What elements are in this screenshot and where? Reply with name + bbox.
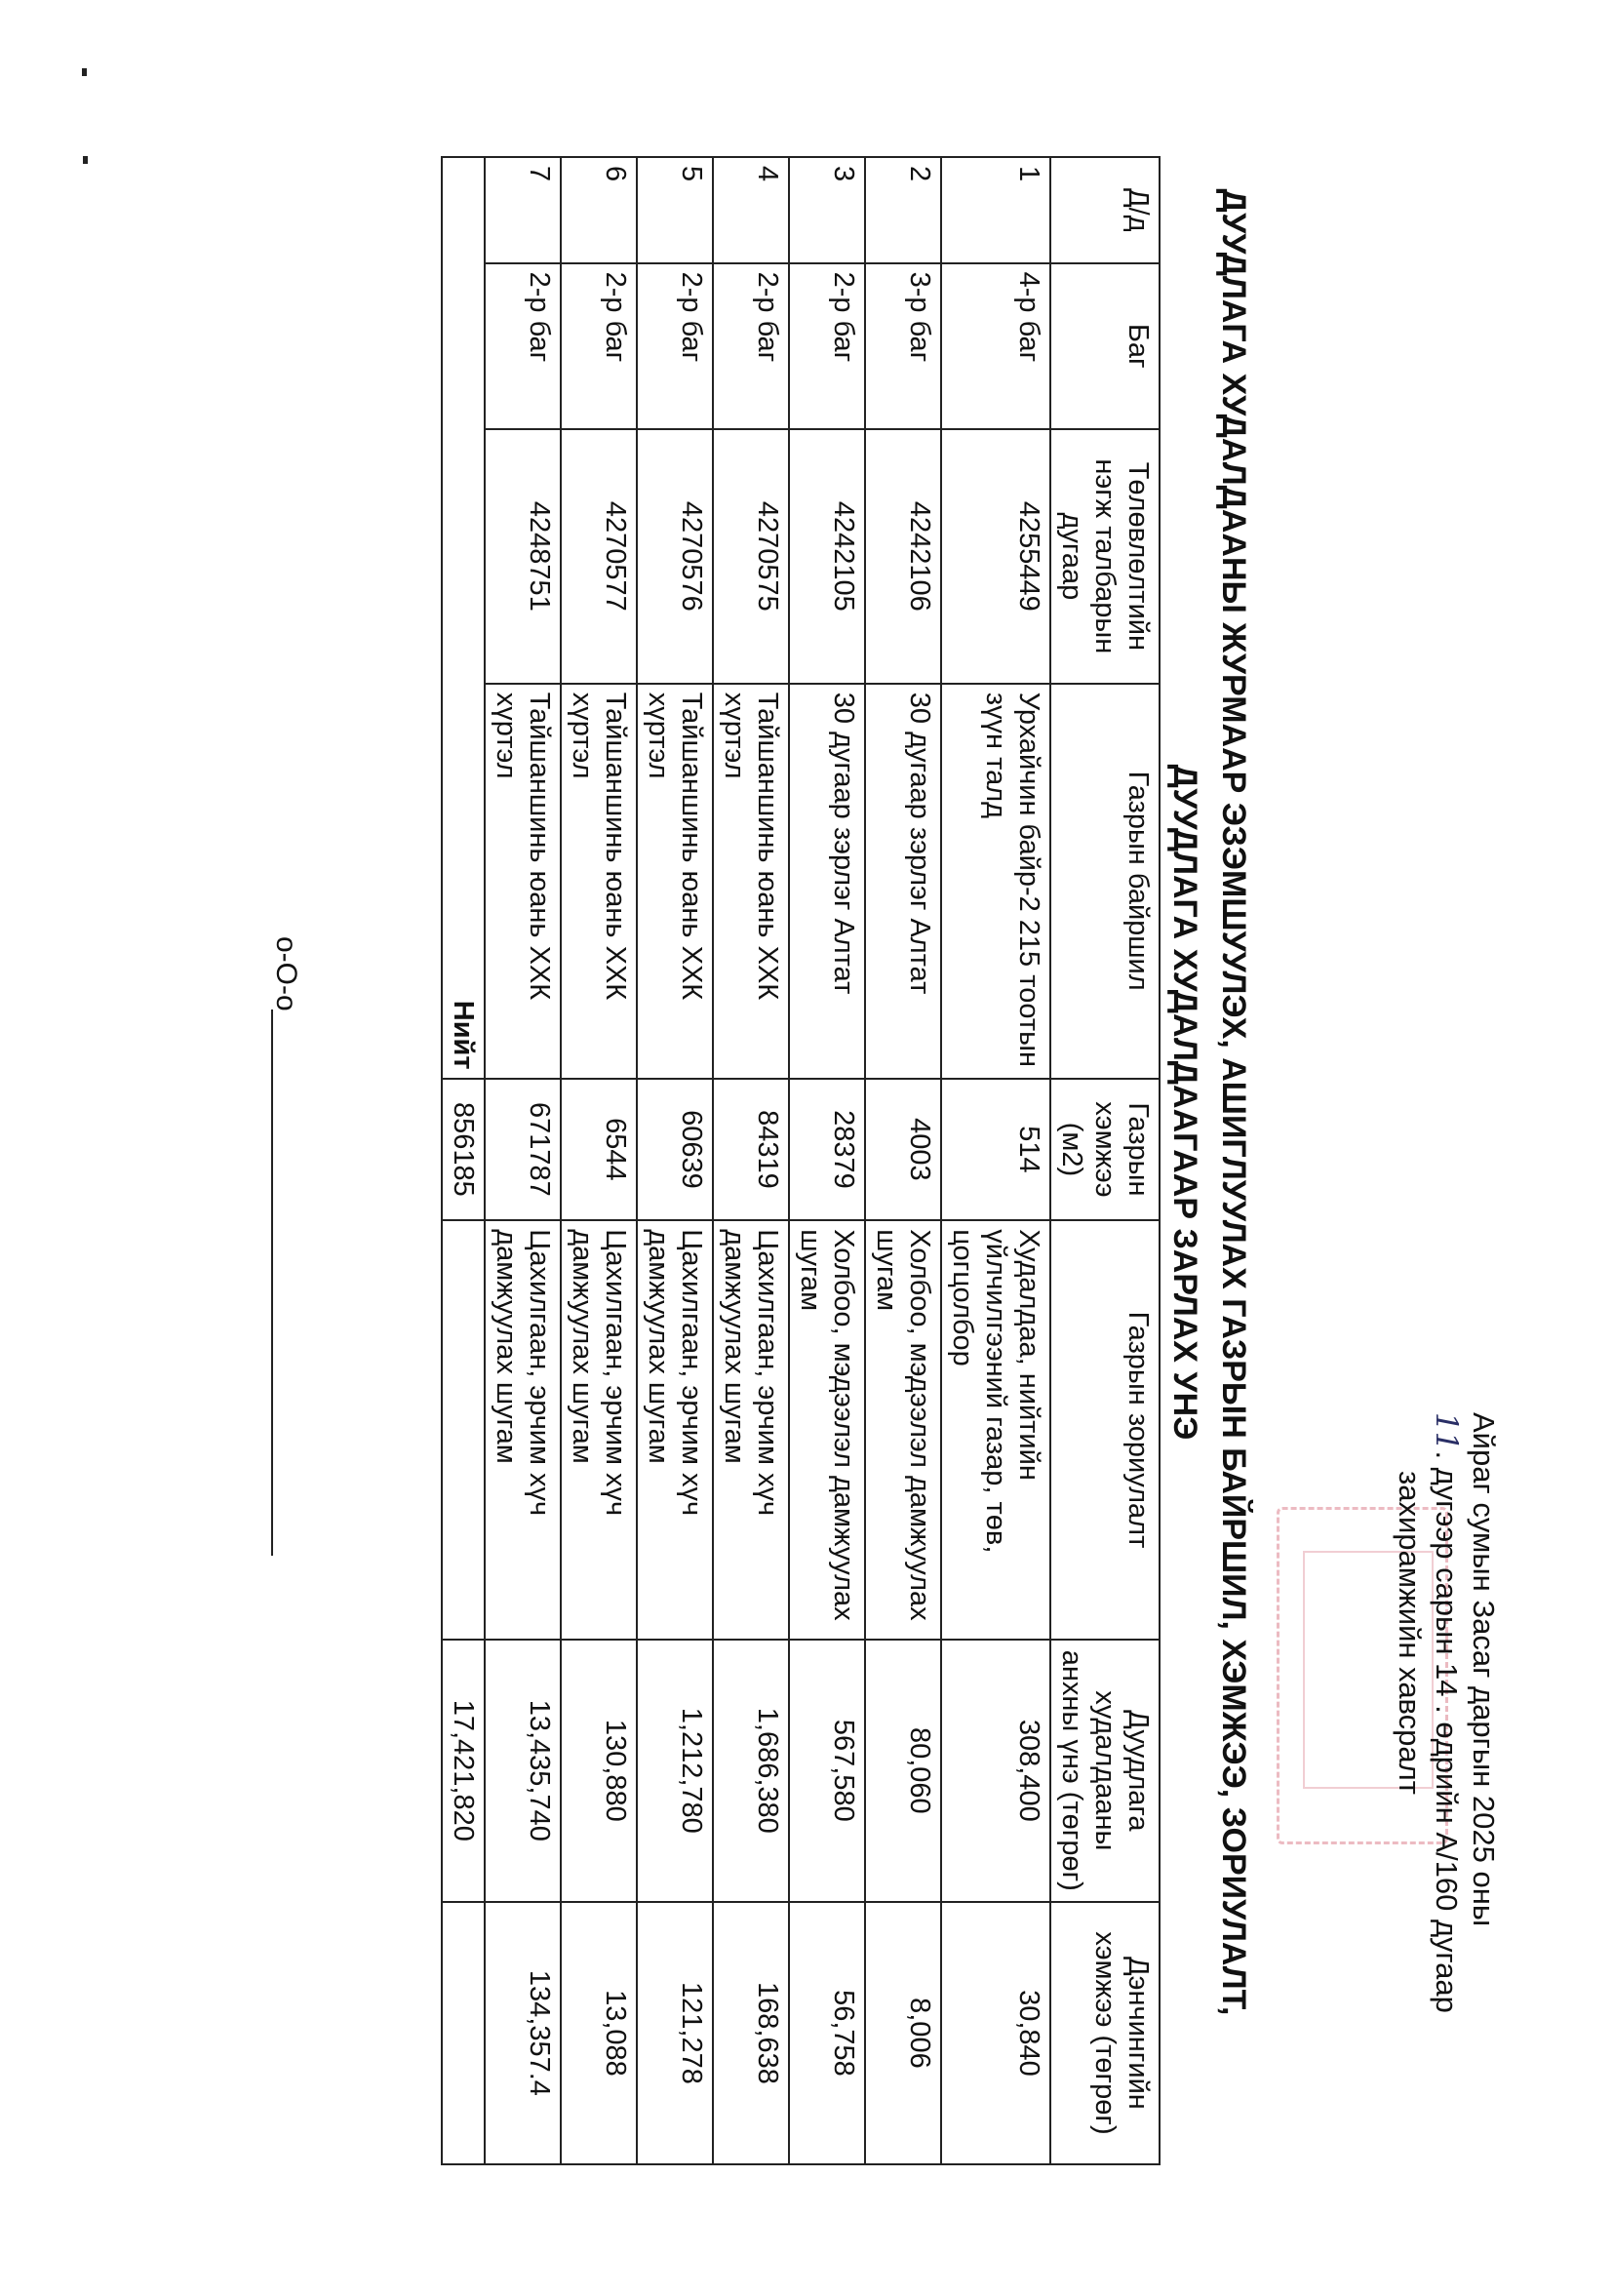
table-row [713,157,789,2164]
cell-location: 30 дугаар зэрлэг Алтат [865,684,941,1079]
cell-bag: 4-р баг [941,263,1050,429]
table-row [637,157,713,2164]
cell-location: Урхайчин байр-2 215 тоотын зүүн талд [941,684,1050,1079]
cell-fee: 13,088 [561,1902,637,2164]
title-line-2: ДУУДЛАГА ХУДАЛДААГААР ЗАРЛАХ УНЭ [1166,764,1203,1441]
cell-location: Тайшаншинь юань ХХК хүртэл [485,684,561,1079]
cell-fee: 56,758 [789,1902,865,2164]
cell-dd: 3 [789,157,865,263]
table-row [485,157,561,2164]
cell-price: 1,212,780 [637,1640,713,1902]
approval-line-2 [1428,1412,1465,2134]
cell-use: Холбоо, мэдээлэл дамжуулах шугам [865,1220,941,1640]
cell-location: Тайшаншинь юань ХХК хүртэл [713,684,789,1079]
cell-area: 28379 [789,1079,865,1221]
cell-price: 567,580 [789,1640,865,1902]
title-line-1: ДУУДЛАГА ХУДАЛДААНЫ ЖУРМААР ЭЗЭМШУУЛЭХ, АШИГЛУУЛАХ ГАЗРЫН БАЙРШИЛ, ХЭМЖЭЭ, ЗОРИУЛАЛТ, [1215,188,1252,2016]
cell-area: 6544 [561,1079,637,1221]
cell-dd: 6 [561,157,637,263]
cell-code: 4242106 [865,429,941,684]
header-fee: Дэнчингийн хэмжээ (төгрөг) [1050,1902,1160,2164]
cell-code: 4270576 [637,429,713,684]
total-label: Нийт [442,157,485,1079]
cell-code: 4270575 [713,429,789,684]
cell-dd: 1 [941,157,1050,263]
cell-price: 308,400 [941,1640,1050,1902]
cell-dd: 4 [713,157,789,263]
approval-line-3: захирамжийн хавсралт [1393,1471,1427,1795]
approval-note [1391,1412,1502,2134]
cell-location: 30 дугаар зэрлэг Алтат [789,684,865,1079]
cell-price: 130,880 [561,1640,637,1902]
cell-bag: 2-р баг [713,263,789,429]
table-row [941,157,1050,2164]
header-bag: Баг [1050,263,1160,429]
cell-code: 4248751 [485,429,561,684]
total-fee-empty [442,1902,485,2164]
header-area: Газрын хэмжээ (м2) [1050,1079,1160,1221]
cell-use: Холбоо, мэдээлэл дамжуулах шугам [789,1220,865,1640]
cell-fee: 121,278 [637,1902,713,2164]
cell-use: Худалдаа, нийтийн үйлчилгээний газар, төв, цогцолбор [941,1220,1050,1640]
table-header-row [1050,157,1160,2164]
cell-code: 4255449 [941,429,1050,684]
cell-bag: 2-р баг [485,263,561,429]
total-price: 17,421,820 [442,1640,485,1902]
cell-price: 1,686,380 [713,1640,789,1902]
cell-location: Тайшаншинь юань ХХК хүртэл [561,684,637,1079]
end-mark: o-O-o [270,936,302,1011]
total-use-empty [442,1220,485,1640]
cell-dd: 7 [485,157,561,263]
header-dd: Д/д [1050,157,1160,263]
cell-area: 84319 [713,1079,789,1221]
cell-bag: 2-р баг [637,263,713,429]
cell-area: 514 [941,1079,1050,1221]
cell-fee: 134,357.4 [485,1902,561,2164]
land-auction-table [441,156,1161,2165]
cell-use: Цахилгаан, эрчим хүч дамжуулах шугам [637,1220,713,1640]
table-row [561,157,637,2164]
scan-speck [83,156,88,164]
cell-fee: 8,006 [865,1902,941,2164]
cell-price: 80,060 [865,1640,941,1902]
end-line [271,1009,273,1556]
header-code: Төлөвлөлтийн нэгж талбарын дугаар [1050,429,1160,684]
cell-bag: 2-р баг [789,263,865,429]
cell-location: Тайшаншинь юань ХХК хүртэл [637,684,713,1079]
cell-use: Цахилгаан, эрчим хүч дамжуулах шугам [485,1220,561,1640]
document-page [270,117,1580,2185]
document-title [1161,176,1258,2029]
cell-bag: 2-р баг [561,263,637,429]
cell-fee: 30,840 [941,1902,1050,2164]
cell-dd: 2 [865,157,941,263]
cell-code: 4270577 [561,429,637,684]
header-location: Газрын байршил [1050,684,1160,1079]
cell-fee: 168,638 [713,1902,789,2164]
table-row [865,157,941,2164]
header-price: Дуудлага худалдааны анхны үнэ (төгрөг) [1050,1640,1160,1902]
header-use: Газрын зориулалт [1050,1220,1160,1640]
cell-area: 671787 [485,1079,561,1221]
cell-dd: 5 [637,157,713,263]
cell-use: Цахилгаан, эрчим хүч дамжуулах шугам [561,1220,637,1640]
cell-price: 13,435,740 [485,1640,561,1902]
approval-line-2-text: . дугээр сарын 14 . өдрийн A/160 дугаар [1430,1450,1464,2013]
cell-area: 4003 [865,1079,941,1221]
cell-use: Цахилгаан, эрчим хүч дамжуулах шугам [713,1220,789,1640]
cell-code: 4242105 [789,429,865,684]
handwritten-number: 11 [1429,1412,1464,1451]
total-area: 856185 [442,1079,485,1221]
scan-speck [82,68,87,76]
cell-area: 60639 [637,1079,713,1221]
approval-line-1: Айраг сумын Засаг даргын 2025 оны [1467,1412,1501,1927]
table-row [789,157,865,2164]
cell-bag: 3-р баг [865,263,941,429]
table-total-row [442,157,485,2164]
